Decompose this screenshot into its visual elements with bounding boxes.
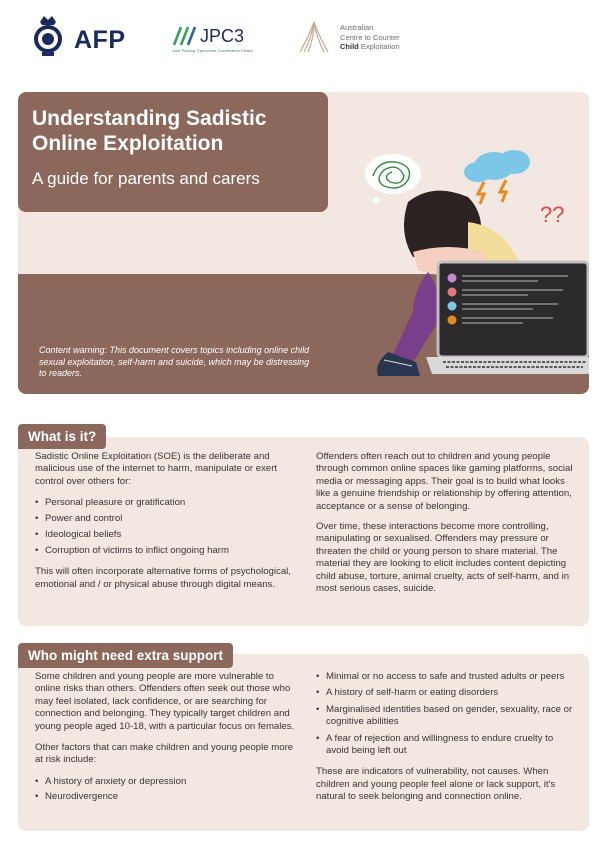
what-intro: Sadistic Online Exploitation (SOE) is the deliberate and malicious use of the internet to harm, manipulate or exert control over others for:: [35, 451, 278, 487]
logo-bar: [0, 0, 609, 88]
list-item: • Ideological beliefs: [35, 529, 301, 541]
accce-arc-icon: [296, 20, 332, 54]
page-title: Understanding Sadistic Online Exploitation: [32, 107, 267, 155]
scribble-icon: [365, 154, 421, 203]
list-item: • A fear of rejection and willingness to endure cruelty to avoid being left out: [316, 733, 578, 758]
what-left-column: [35, 451, 301, 591]
what-is-it-section: [18, 437, 589, 626]
afp-logo-text: AFP: [74, 26, 126, 54]
list-item: • Corruption of victims to inflict ongoing harm: [35, 545, 301, 557]
extra-support-heading: Who might need extra support: [18, 643, 233, 668]
question-marks: ??: [540, 202, 565, 227]
support-left-paragraph-2: Other factors that can make children and young people more at risk include:: [35, 742, 294, 766]
title-box: [18, 92, 328, 212]
laptop-icon: [426, 262, 589, 374]
list-item: • Power and control: [35, 513, 301, 525]
what-outro: This will often incorporate alternative forms of psychological, emotional and / or physical abuse through digital means.: [35, 566, 291, 590]
list-item: • Personal pleasure or gratification: [35, 497, 301, 509]
support-right-bullets: [316, 671, 578, 757]
content-warning: Content warning: This document covers topics including online child sexual exploitation, self-harm and suicide, which may be distressing to readers.: [39, 345, 310, 378]
support-left-paragraph-1: Some children and young people are more vulnerable to online risks than others. Offenders often seek out those who may feel isolated, lack confidence, or are searching for connection and belonging. They typically target children and young people aged 10-18, with a particular focus on females.: [35, 671, 295, 732]
what-bullet-list: [35, 497, 301, 557]
distressed-child-illustration: [318, 142, 589, 392]
support-right-paragraph: These are indicators of vulnerability, not causes. When children and young people feel alone or lack support, it's natural to seek belonging and connection online.: [316, 766, 556, 803]
what-is-it-heading: What is it?: [18, 424, 106, 449]
support-right-column: [316, 671, 578, 804]
what-right-paragraph-1: Offenders often reach out to children and young people through common online spaces like gaming platforms, social media or messaging apps. Their goal is to build what looks like a genuine friendship or relationship by offering attention, acceptance or a sense of belonging.: [316, 451, 573, 512]
list-item: • Neurodivergence: [35, 791, 301, 803]
list-item: • A history of self-harm or eating disorders: [316, 687, 578, 699]
list-item: • Minimal or no access to safe and trusted adults or peers: [316, 671, 578, 683]
what-right-paragraph-2: Over time, these interactions become more controlling, manipulating or sexualised. Offenders may pressure or threaten the child or young person to share material. The material they are looking to elicit includes content depicting child abuse, torture, animal cruelty, acts of self-harm, and in most serious cases, suicide.: [316, 521, 570, 595]
hero-banner: [18, 92, 589, 394]
jpc3-slashes-icon: [172, 26, 200, 46]
what-right-column: [316, 451, 578, 595]
support-left-column: [35, 671, 301, 804]
list-item: • A history of anxiety or depression: [35, 776, 301, 788]
list-item: • Marginalised identities based on gender, sexuality, race or cognitive abilities: [316, 704, 578, 729]
page-subtitle: A guide for parents and carers: [32, 169, 260, 188]
storm-cloud-icon: [464, 150, 530, 204]
afp-crest-icon: [28, 12, 68, 60]
extra-support-section: [18, 654, 589, 831]
jpc3-tagline: Joint Policing Cybercrime Coordination Centre: [172, 49, 253, 53]
accce-logo-text: Australian Centre to Counter Child Exploitation: [340, 23, 400, 51]
jpc3-logo-text: JPC3: [200, 26, 245, 46]
support-left-bullets: [35, 776, 301, 804]
